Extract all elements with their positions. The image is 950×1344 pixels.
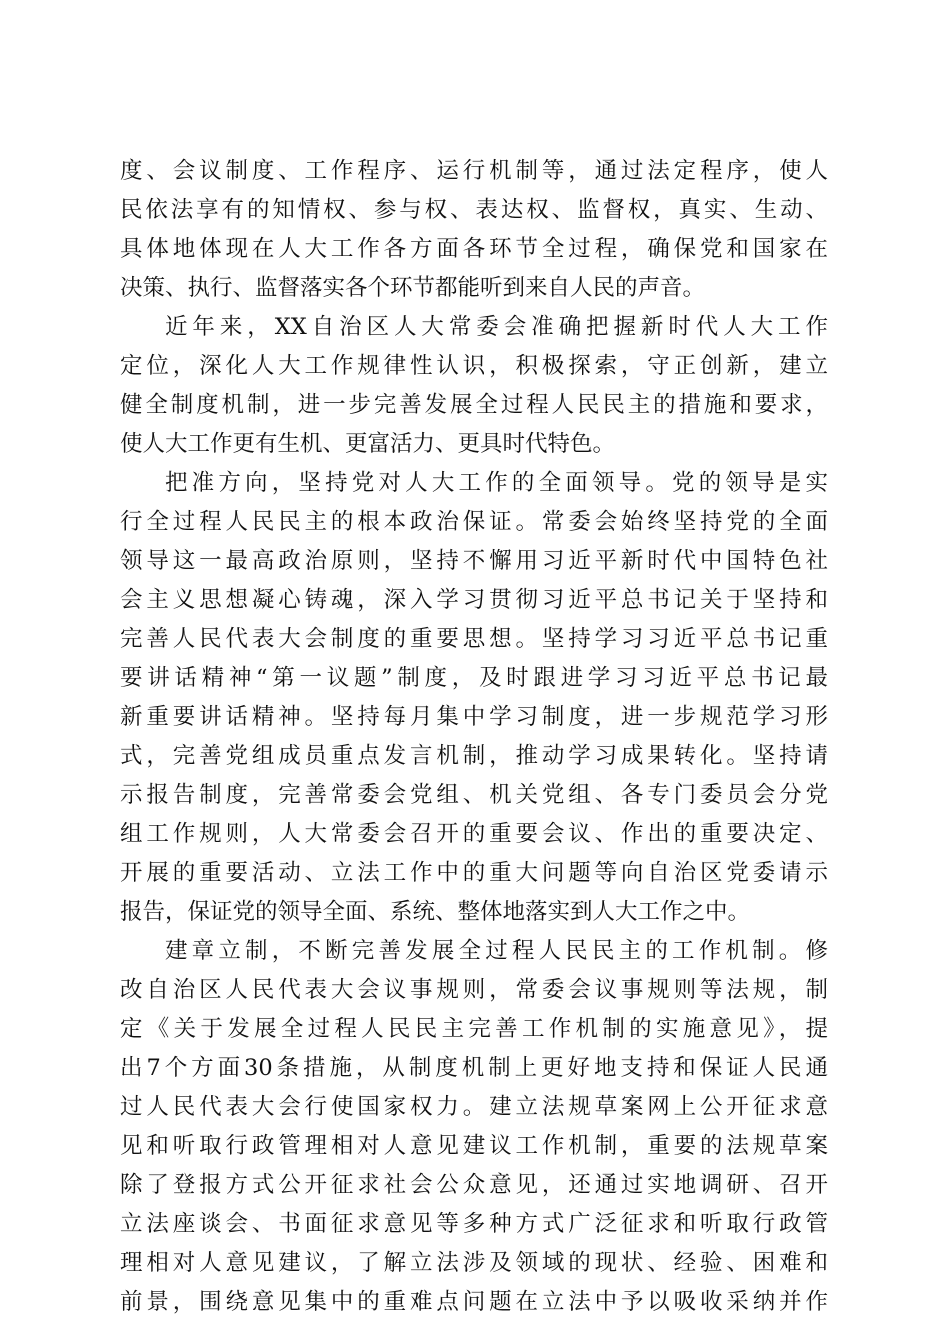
document-body	[120, 152, 828, 1322]
text-line: 定《关于发展全过程人民民主完善工作机制的实施意见》，提	[120, 1016, 828, 1042]
text-line: 理相对人意见建议，了解立法涉及领域的现状、经验、困难和	[120, 1250, 828, 1276]
text-line: 过人民代表大会行使国家权力。建立法规草案网上公开征求意	[120, 1094, 828, 1120]
text-line: 开展的重要活动、立法工作中的重大问题等向自治区党委请示	[120, 860, 828, 886]
text-line: 见和听取行政管理相对人意见建议工作机制，重要的法规草案	[120, 1133, 828, 1159]
text-line: 式，完善党组成员重点发言机制，推动学习成果转化。坚持请	[120, 743, 828, 769]
paragraph-continuation	[120, 152, 828, 308]
text-line: 前景，围绕意见集中的重难点问题在立法中予以吸收采纳并作	[120, 1289, 828, 1315]
text-line: 组工作规则，人大常委会召开的重要会议、作出的重要决定、	[120, 821, 828, 847]
paragraph-party-leadership	[120, 464, 828, 932]
text-line: 完善人民代表大会制度的重要思想。坚持学习习近平总书记重	[120, 626, 828, 652]
text-line: 改自治区人民代表大会议事规则，常委会议事规则等法规，制	[120, 977, 828, 1003]
text-line: 使人大工作更有生机、更富活力、更具时代特色。	[120, 431, 616, 457]
text-line: 度、会议制度、工作程序、运行机制等，通过法定程序，使人	[120, 158, 828, 184]
text-line: 健全制度机制，进一步完善发展全过程人民民主的措施和要求，	[120, 392, 828, 418]
text-line: 立法座谈会、书面征求意见等多种方式广泛征求和听取行政管	[120, 1211, 828, 1237]
text-line: 报告，保证党的领导全面、系统、整体地落实到人大工作之中。	[120, 899, 751, 925]
text-line: 定位，深化人大工作规律性认识，积极探索，守正创新，建立	[120, 353, 828, 379]
text-line: 决策、执行、监督落实各个环节都能听到来自人民的声音。	[120, 275, 706, 301]
paragraph-recent-years	[120, 308, 828, 464]
text-line: 要讲话精神“第一议题”制度，及时跟进学习习近平总书记最	[120, 665, 828, 691]
text-line: 新重要讲话精神。坚持每月集中学习制度，进一步规范学习形	[120, 704, 828, 730]
text-line: 建章立制，不断完善发展全过程人民民主的工作机制。修	[165, 938, 828, 964]
text-line: 出7个方面30条措施，从制度机制上更好地支持和保证人民通	[120, 1055, 828, 1081]
text-line: 除了登报方式公开征求社会公众意见，还通过实地调研、召开	[120, 1172, 828, 1198]
text-line: 把准方向，坚持党对人大工作的全面领导。党的领导是实	[165, 470, 828, 496]
text-line: 领导这一最高政治原则，坚持不懈用习近平新时代中国特色社	[120, 548, 828, 574]
text-line: 示报告制度，完善常委会党组、机关党组、各专门委员会分党	[120, 782, 828, 808]
text-line: 近年来，XX自治区人大常委会准确把握新时代人大工作	[165, 314, 828, 340]
text-line: 具体地体现在人大工作各方面各环节全过程，确保党和国家在	[120, 236, 828, 262]
text-line: 会主义思想凝心铸魂，深入学习贯彻习近平总书记关于坚持和	[120, 587, 828, 613]
text-line: 行全过程人民民主的根本政治保证。常委会始终坚持党的全面	[120, 509, 828, 535]
paragraph-institution-building	[120, 932, 828, 1322]
text-line: 民依法享有的知情权、参与权、表达权、监督权，真实、生动、	[120, 197, 828, 223]
